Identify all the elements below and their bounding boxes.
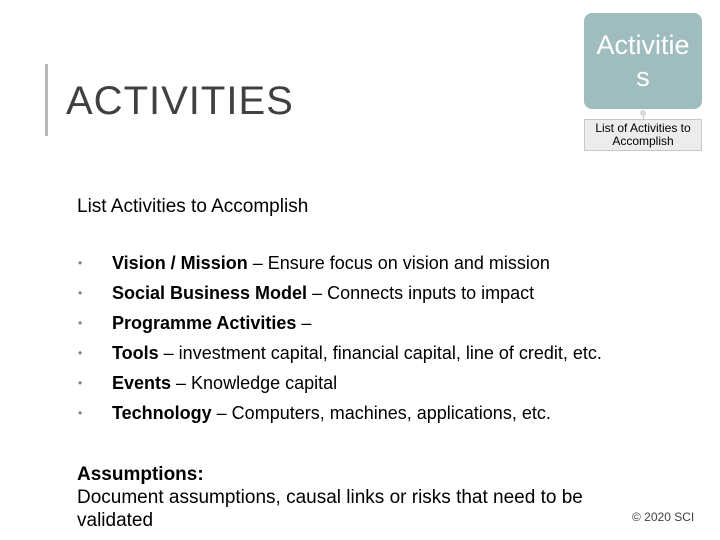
badge-subtitle-box: List of Activities to Accomplish	[584, 119, 702, 151]
bullet-icon: •	[78, 406, 83, 420]
item-term: Tools	[112, 343, 159, 363]
item-term: Programme Activities	[112, 313, 297, 333]
item-description: – Ensure focus on vision and mission	[247, 253, 550, 273]
item-description: – Knowledge capital	[171, 373, 338, 393]
list-item	[78, 312, 618, 334]
bullet-icon: •	[78, 286, 83, 300]
activity-list	[78, 252, 618, 432]
assumptions-heading: Assumptions:	[77, 464, 204, 485]
item-term: Technology	[112, 403, 212, 423]
title-accent-bar	[45, 64, 48, 136]
item-description: – investment capital, financial capital, line of credit, etc.	[158, 343, 602, 363]
list-item	[78, 282, 618, 304]
slide-title: ACTIVITIES	[66, 79, 294, 123]
assumptions-text: Document assumptions, causal links or risks that need to be validated	[77, 487, 583, 531]
list-item	[78, 402, 618, 424]
list-item	[78, 372, 618, 394]
list-item	[78, 252, 618, 274]
item-description: – Connects inputs to impact	[307, 283, 535, 303]
list-item	[78, 342, 618, 364]
activities-badge: Activities	[584, 13, 702, 109]
assumptions-block	[77, 463, 622, 532]
section-heading: List Activities to Accomplish	[77, 196, 309, 217]
copyright-notice: © 2020 SCI	[632, 510, 695, 524]
bullet-icon: •	[78, 346, 83, 360]
item-description: – Computers, machines, applications, etc.	[211, 403, 551, 423]
item-term: Social Business Model	[112, 283, 308, 303]
item-description: –	[296, 313, 312, 333]
item-term: Vision / Mission	[112, 253, 248, 273]
bullet-icon: •	[78, 256, 83, 270]
badge-connector-dot	[640, 110, 646, 116]
item-term: Events	[112, 373, 172, 393]
bullet-icon: •	[78, 316, 83, 330]
bullet-icon: •	[78, 376, 83, 390]
